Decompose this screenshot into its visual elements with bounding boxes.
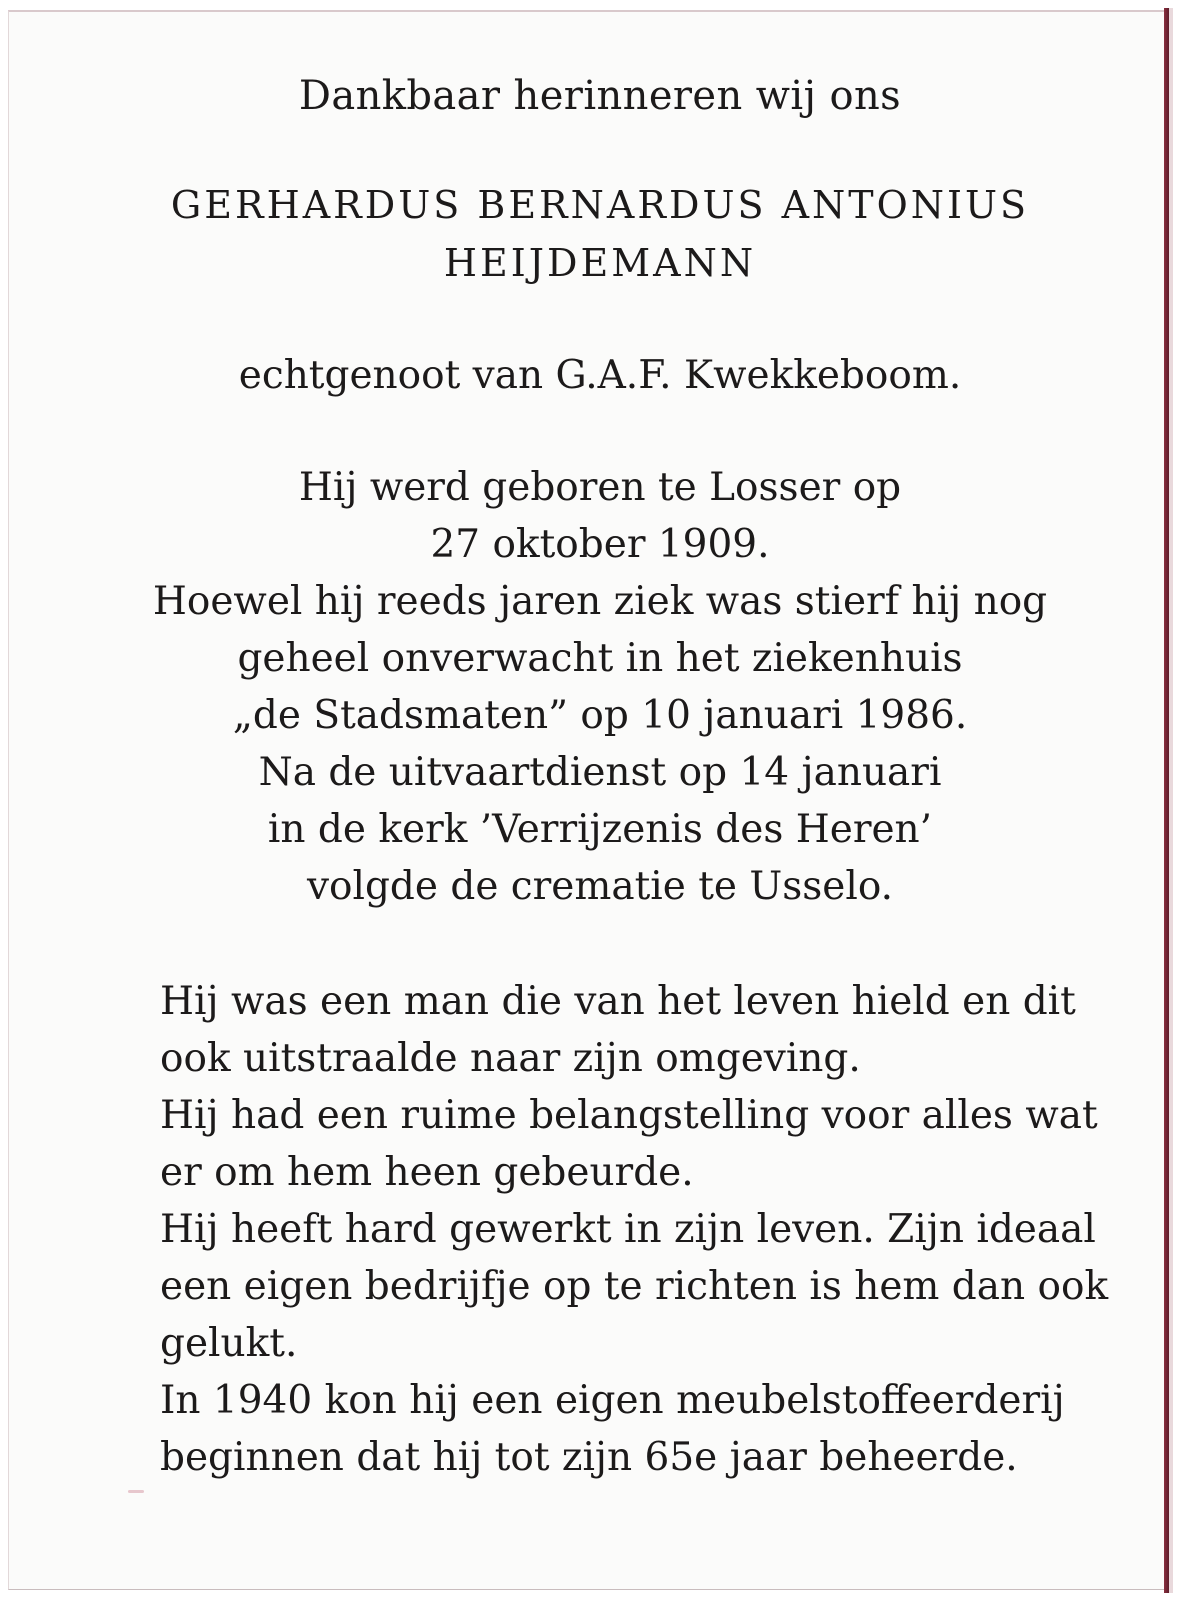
paragraph-line: een eigen bedrijfje op te richten is hem dan ook: [160, 1264, 1109, 1309]
life-line: 27 oktober 1909.: [430, 522, 770, 567]
scan-mark: [128, 1490, 144, 1493]
spouse-line: echtgenoot van G.A.F. Kwekkeboom.: [238, 353, 962, 398]
life-line: Hoewel hij reeds jaren ziek was stierf hij nog: [152, 579, 1048, 624]
paragraph-line: ook uitstraalde naar zijn omgeving.: [160, 1036, 861, 1081]
life-line: in de kerk ’Verrijzenis des Heren’: [267, 807, 933, 852]
life-line: „de Stadsmaten” op 10 januari 1986.: [232, 693, 968, 738]
life-line: geheel onverwacht in het ziekenhuis: [237, 636, 963, 681]
life-line: Na de uitvaartdienst op 14 januari: [258, 750, 942, 795]
paragraph-line: er om hem heen gebeurde.: [160, 1150, 694, 1195]
paragraph-line: In 1940 kon hij een eigen meubelstoffeerderij: [160, 1378, 1065, 1423]
deceased-name-line-1: GERHARDUS BERNARDUS ANTONIUS: [170, 183, 1030, 227]
life-line: Hij werd geboren te Losser op: [298, 465, 902, 510]
paragraph-line: Hij heeft hard gewerkt in zijn leven. Zijn ideaal: [160, 1207, 1096, 1252]
paragraph-line: gelukt.: [160, 1321, 298, 1366]
life-line: volgde de crematie te Usselo.: [306, 864, 894, 909]
intro-line: Dankbaar herinneren wij ons: [298, 73, 902, 119]
paragraph-line: Hij had een ruime belangstelling voor alles wat: [160, 1093, 1098, 1138]
paragraph-line: beginnen dat hij tot zijn 65e jaar beheerde.: [160, 1435, 1018, 1480]
deceased-name-line-2: HEIJDEMANN: [443, 241, 757, 285]
paragraph-line: Hij was een man die van het leven hield en dit: [160, 979, 1076, 1024]
